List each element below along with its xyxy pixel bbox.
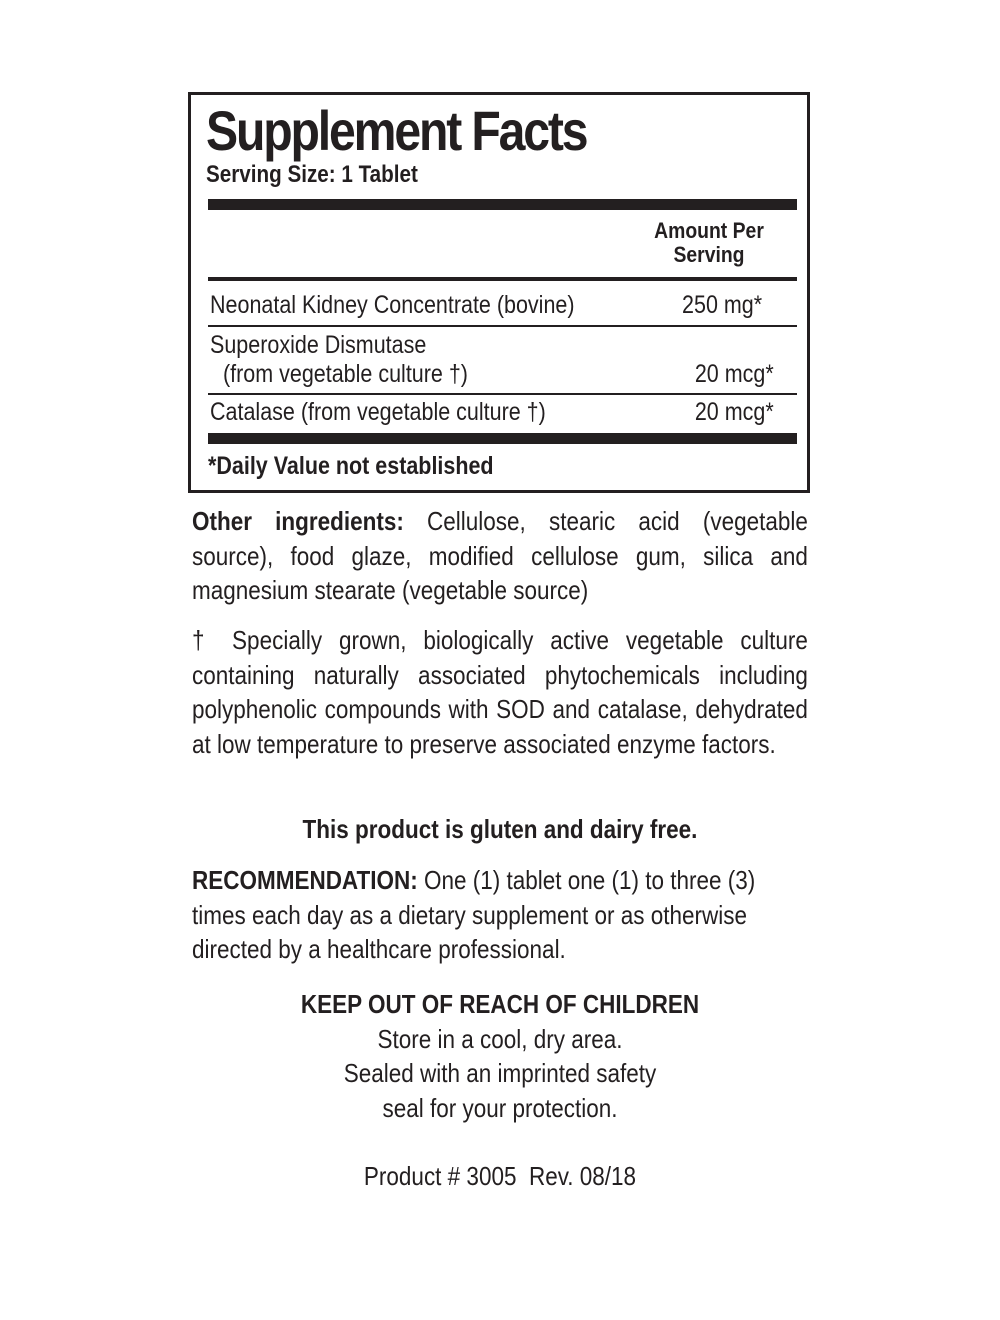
- ingredient-amount: 20 mcg*: [695, 360, 774, 388]
- seal-line-2: seal for your protection.: [382, 1093, 618, 1123]
- divider-row: [208, 393, 797, 395]
- ingredient-name: Catalase (from vegetable culture †): [210, 398, 546, 426]
- gluten-statement: This product is gluten and dairy free.: [302, 814, 698, 844]
- divider-row: [208, 325, 797, 327]
- facts-title: Supplement Facts: [206, 99, 587, 162]
- daily-value-note: *Daily Value not established: [208, 452, 494, 480]
- amount-header-line2: Serving: [673, 242, 745, 267]
- product-number: Product # 3005 Rev. 08/18: [363, 1161, 637, 1191]
- serving-size: Serving Size: 1 Tablet: [206, 161, 418, 188]
- amount-per-serving-header: [640, 219, 777, 267]
- supplement-facts-panel: [188, 92, 810, 493]
- divider-thick-bottom: [208, 433, 797, 444]
- storage-line: Store in a cool, dry area.: [377, 1024, 623, 1054]
- divider-header: [208, 277, 797, 281]
- other-ingredients: [192, 504, 808, 608]
- warning-heading: KEEP OUT OF REACH OF CHILDREN: [300, 989, 700, 1019]
- culture-note: † Specially grown, biologically active vegetable culture containing naturally associated phytochemicals including polyphenolic compounds with SOD and catalase, dehydrated at low temperature to preserve associated enzyme factors.: [192, 625, 808, 759]
- amount-header-line1: Amount Per: [654, 218, 764, 243]
- recommendation-text: One (1) tablet one (1) to three (3) times each day as a dietary supplement or as otherwise directed by a healthcare professional.: [192, 865, 756, 964]
- ingredient-amount: 250 mg*: [681, 291, 762, 319]
- divider-thick-top: [208, 199, 797, 210]
- ingredient-name-sub: (from vegetable culture †): [223, 360, 468, 388]
- other-ingredients-text: Cellulose, stearic acid (vegetable source), food glaze, modified cellulose gum, silica and magnesium stearate (vegetable source): [192, 506, 808, 605]
- seal-line-1: Sealed with an imprinted safety: [343, 1058, 657, 1088]
- recommendation-label: RECOMMENDATION:: [192, 865, 418, 895]
- other-ingredients-label: Other ingredients:: [192, 506, 404, 536]
- ingredient-name: Neonatal Kidney Concentrate (bovine): [210, 291, 575, 319]
- recommendation: [192, 863, 798, 967]
- ingredient-name: Superoxide Dismutase: [210, 331, 427, 359]
- ingredient-amount: 20 mcg*: [695, 398, 774, 426]
